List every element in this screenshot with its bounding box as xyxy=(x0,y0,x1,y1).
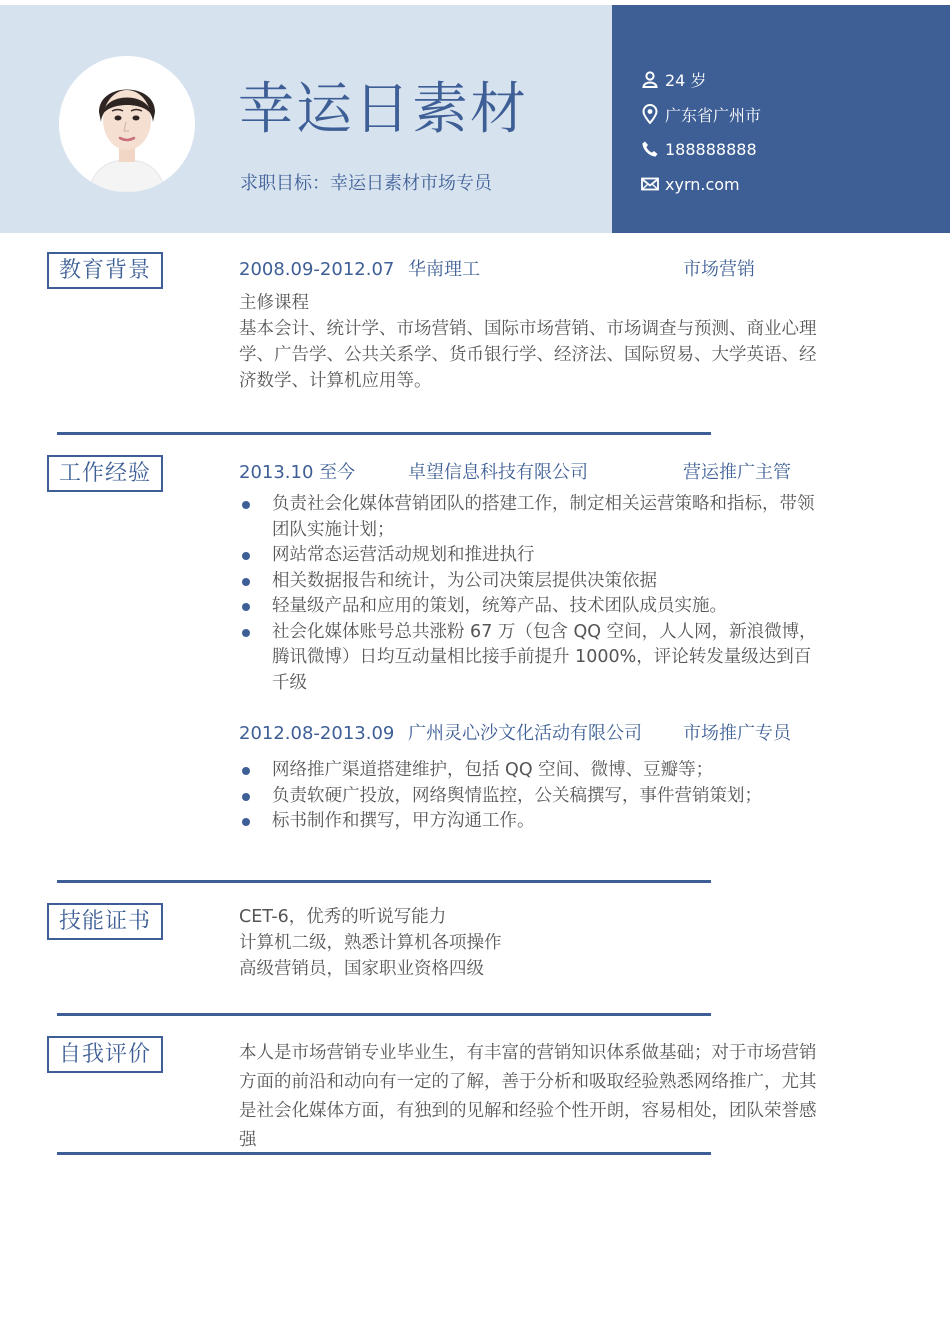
list-item xyxy=(239,620,879,697)
phone-text: 188888888 xyxy=(665,139,757,159)
education-date: 2008.09-2012.07 xyxy=(239,259,395,280)
job-company: 卓望信息科技有限公司 xyxy=(408,462,588,483)
section-divider xyxy=(57,432,711,435)
self-line: 本人是市场营销专业毕业生，有丰富的营销知识体系做基础；对于市场营销 xyxy=(239,1043,817,1063)
job-role: 市场推广专员 xyxy=(683,723,791,744)
duty-line: 社会化媒体账号总共涨粉 67 万（包含 QQ 空间，人人网，新浪微博， xyxy=(272,621,817,642)
duty-line: 负责社会化媒体营销团队的搭建工作，制定相关运营策略和指标，带领 xyxy=(272,494,815,514)
duty-line: 千级 xyxy=(272,672,307,693)
section-title-work: 工作经验 xyxy=(47,455,163,492)
list-item xyxy=(239,543,879,569)
education-courses xyxy=(239,290,879,394)
list-item xyxy=(239,569,879,595)
section-divider xyxy=(57,880,711,883)
user-icon xyxy=(640,69,660,89)
age-text: 24 岁 xyxy=(665,70,707,90)
section-divider xyxy=(57,1013,711,1016)
duty-line: 相关数据报告和统计，为公司决策层提供决策依据 xyxy=(272,570,657,591)
list-item xyxy=(239,758,879,784)
job-header xyxy=(239,461,879,485)
self-evaluation xyxy=(239,1039,879,1155)
list-item xyxy=(239,492,879,543)
skill-line: 计算机二级，熟悉计算机各项操作 xyxy=(239,933,502,953)
self-line: 强 xyxy=(239,1130,257,1150)
job-role: 营运推广主管 xyxy=(683,462,791,483)
mail-icon xyxy=(640,174,660,194)
self-line: 方面的前沿和动向有一定的了解，善于分析和吸取经验熟悉网络推广，尤其 xyxy=(239,1072,817,1092)
duty-line: 团队实施计划； xyxy=(272,519,395,540)
courses-label: 主修课程 xyxy=(239,293,309,313)
avatar xyxy=(59,56,195,192)
list-item xyxy=(239,594,879,620)
duty-line: 腾讯微博）日均互动量相比接手前提升 1000%，评论转发量级达到百 xyxy=(272,647,812,667)
skills-list xyxy=(239,904,879,982)
location-pin-icon xyxy=(640,104,660,124)
duty-line: 标书制作和撰写，甲方沟通工作。 xyxy=(272,811,535,831)
job-date: 2013.10 至今 xyxy=(239,462,356,483)
job-duties xyxy=(239,758,879,835)
duty-line: 负责软硬广投放，网络舆情监控，公关稿撰写，事件营销策划； xyxy=(272,785,762,806)
objective-value: 幸运日素材市场专员 xyxy=(330,173,492,194)
self-line: 是社会化媒体方面，有独到的见解和经验个性开朗，容易相处，团队荣誉感 xyxy=(239,1101,817,1121)
education-school: 华南理工 xyxy=(408,259,480,280)
duty-line: 网络推广渠道搭建维护，包括 QQ 空间、微博、豆瓣等； xyxy=(272,760,714,780)
courses-line: 学、广告学、公共关系学、货币银行学、经济法、国际贸易、大学英语、经 xyxy=(239,345,817,365)
duty-line: 轻量级产品和应用的策划，统筹产品、技术团队成员实施。 xyxy=(272,596,727,616)
list-item xyxy=(239,784,879,810)
list-item xyxy=(239,809,879,835)
duty-line: 网站常态运营活动规划和推进执行 xyxy=(272,545,535,565)
section-title-education: 教育背景 xyxy=(47,252,163,289)
job-header xyxy=(239,722,879,746)
candidate-name: 幸运日素材 xyxy=(238,77,528,142)
contact-location xyxy=(640,102,761,126)
contact-phone xyxy=(640,137,757,161)
job-objective xyxy=(240,172,492,196)
job-company: 广州灵心沙文化活动有限公司 xyxy=(408,723,642,744)
courses-line: 基本会计、统计学、市场营销、国际市场营销、市场调查与预测、商业心理 xyxy=(239,319,817,339)
contact-email xyxy=(640,172,740,196)
section-divider xyxy=(57,1152,711,1155)
job-date: 2012.08-2013.09 xyxy=(239,723,395,744)
courses-line: 济数学、计算机应用等。 xyxy=(239,371,432,391)
email-text: xyrn.com xyxy=(665,174,740,194)
section-title-skills: 技能证书 xyxy=(47,903,163,940)
section-title-self: 自我评价 xyxy=(47,1036,163,1073)
job-duties xyxy=(239,492,879,696)
education-header xyxy=(239,258,879,282)
education-major: 市场营销 xyxy=(683,259,755,280)
skill-line: 高级营销员，国家职业资格四级 xyxy=(239,959,484,979)
skill-line: CET-6，优秀的听说写能力 xyxy=(239,907,447,927)
location-text: 广东省广州市 xyxy=(665,105,762,125)
objective-label: 求职目标： xyxy=(240,173,330,194)
phone-icon xyxy=(640,139,660,159)
contact-age xyxy=(640,67,706,91)
